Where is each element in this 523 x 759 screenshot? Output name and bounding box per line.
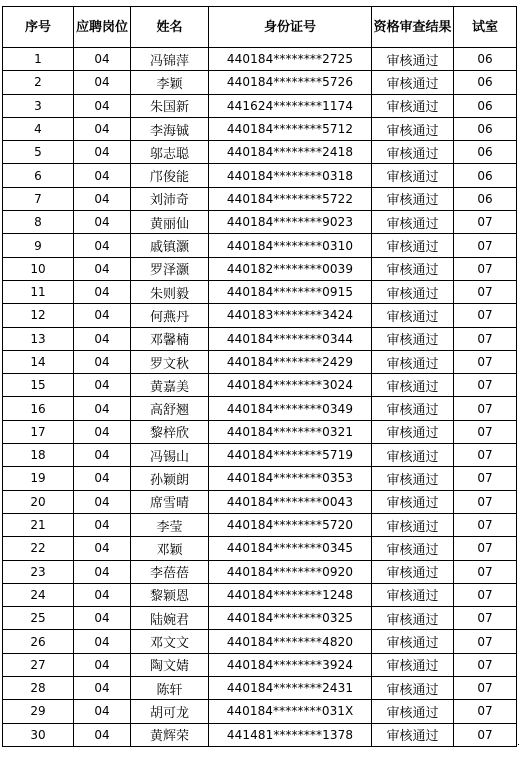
cell-name: 孙颖朗 [131, 467, 209, 490]
cell-id: 440184********0349 [209, 397, 372, 420]
cell-room: 07 [454, 677, 517, 700]
header-result: 资格审查结果 [372, 7, 454, 48]
cell-seq: 2 [3, 71, 74, 94]
cell-id: 440184********5712 [209, 117, 372, 140]
cell-name: 朱国新 [131, 94, 209, 117]
cell-room: 06 [454, 187, 517, 210]
cell-id: 440184********5720 [209, 513, 372, 536]
cell-id: 440184********0318 [209, 164, 372, 187]
cell-seq: 11 [3, 280, 74, 303]
cell-id: 440184********2429 [209, 350, 372, 373]
cell-result: 审核通过 [372, 560, 454, 583]
cell-id: 440184********031X [209, 700, 372, 723]
cell-result: 审核通过 [372, 513, 454, 536]
cell-result: 审核通过 [372, 117, 454, 140]
cell-result: 审核通过 [372, 211, 454, 234]
cell-name: 李海铖 [131, 117, 209, 140]
cell-name: 黄丽仙 [131, 211, 209, 234]
table-row [3, 304, 517, 327]
cell-id: 440184********0344 [209, 327, 372, 350]
table-row [3, 141, 517, 164]
cell-id: 440184********0915 [209, 280, 372, 303]
cell-room: 07 [454, 420, 517, 443]
qualification-review-table [2, 6, 517, 747]
cell-seq: 24 [3, 583, 74, 606]
cell-name: 邝俊能 [131, 164, 209, 187]
cell-post: 04 [74, 677, 131, 700]
cell-post: 04 [74, 350, 131, 373]
cell-name: 李莹 [131, 513, 209, 536]
cell-id: 440184********0043 [209, 490, 372, 513]
cell-post: 04 [74, 397, 131, 420]
cell-id: 440184********2725 [209, 48, 372, 71]
cell-name: 冯锡山 [131, 444, 209, 467]
cell-seq: 13 [3, 327, 74, 350]
header-id: 身份证号 [209, 7, 372, 48]
cell-post: 04 [74, 187, 131, 210]
cell-seq: 19 [3, 467, 74, 490]
cell-seq: 3 [3, 94, 74, 117]
cell-result: 审核通过 [372, 630, 454, 653]
table-row [3, 677, 517, 700]
table-row [3, 583, 517, 606]
table-row [3, 164, 517, 187]
cell-seq: 26 [3, 630, 74, 653]
cell-post: 04 [74, 467, 131, 490]
cell-result: 审核通过 [372, 280, 454, 303]
cell-name: 黄嘉美 [131, 374, 209, 397]
cell-id: 440184********5719 [209, 444, 372, 467]
header-post: 应聘岗位 [74, 7, 131, 48]
cell-result: 审核通过 [372, 304, 454, 327]
table-body [3, 48, 517, 747]
cell-id: 440184********3924 [209, 653, 372, 676]
cell-seq: 14 [3, 350, 74, 373]
cell-post: 04 [74, 304, 131, 327]
cell-room: 07 [454, 723, 517, 746]
cell-seq: 27 [3, 653, 74, 676]
cell-id: 440184********3024 [209, 374, 372, 397]
table-row [3, 350, 517, 373]
cell-post: 04 [74, 723, 131, 746]
table-row [3, 467, 517, 490]
cell-seq: 1 [3, 48, 74, 71]
cell-result: 审核通过 [372, 257, 454, 280]
table-row [3, 607, 517, 630]
cell-room: 07 [454, 513, 517, 536]
table-row [3, 397, 517, 420]
cell-room: 07 [454, 280, 517, 303]
cell-post: 04 [74, 537, 131, 560]
cell-seq: 4 [3, 117, 74, 140]
cell-room: 07 [454, 397, 517, 420]
cell-room: 07 [454, 327, 517, 350]
header-seq: 序号 [3, 7, 74, 48]
table-row [3, 257, 517, 280]
cell-room: 06 [454, 71, 517, 94]
table-row [3, 280, 517, 303]
cell-seq: 30 [3, 723, 74, 746]
cell-room: 07 [454, 444, 517, 467]
table-row [3, 560, 517, 583]
cell-room: 07 [454, 304, 517, 327]
cell-seq: 12 [3, 304, 74, 327]
cell-name: 陶文婧 [131, 653, 209, 676]
cell-post: 04 [74, 327, 131, 350]
cell-post: 04 [74, 560, 131, 583]
cell-post: 04 [74, 420, 131, 443]
cell-result: 审核通过 [372, 537, 454, 560]
cell-result: 审核通过 [372, 94, 454, 117]
cell-seq: 18 [3, 444, 74, 467]
cell-post: 04 [74, 280, 131, 303]
cell-id: 440184********0310 [209, 234, 372, 257]
cell-room: 06 [454, 117, 517, 140]
cell-result: 审核通过 [372, 350, 454, 373]
table-row [3, 327, 517, 350]
cell-room: 07 [454, 211, 517, 234]
cell-post: 04 [74, 444, 131, 467]
cell-id: 440184********4820 [209, 630, 372, 653]
table-row [3, 187, 517, 210]
cell-post: 04 [74, 94, 131, 117]
cell-seq: 7 [3, 187, 74, 210]
cell-name: 席雪晴 [131, 490, 209, 513]
cell-result: 审核通过 [372, 327, 454, 350]
cell-result: 审核通过 [372, 723, 454, 746]
cell-room: 07 [454, 560, 517, 583]
header-room: 试室 [454, 7, 517, 48]
cell-room: 06 [454, 141, 517, 164]
cell-post: 04 [74, 234, 131, 257]
table-row [3, 94, 517, 117]
cell-name: 戚镇灏 [131, 234, 209, 257]
cell-id: 440184********0353 [209, 467, 372, 490]
cell-result: 审核通过 [372, 677, 454, 700]
cell-name: 冯锦萍 [131, 48, 209, 71]
cell-result: 审核通过 [372, 164, 454, 187]
cell-room: 06 [454, 164, 517, 187]
cell-room: 06 [454, 94, 517, 117]
table-row [3, 630, 517, 653]
cell-room: 07 [454, 583, 517, 606]
cell-id: 441481********1378 [209, 723, 372, 746]
cell-id: 440184********5722 [209, 187, 372, 210]
cell-name: 朱则毅 [131, 280, 209, 303]
cell-name: 邓颖 [131, 537, 209, 560]
cell-name: 李蓓蓓 [131, 560, 209, 583]
cell-id: 440184********0920 [209, 560, 372, 583]
cell-name: 黎梓欣 [131, 420, 209, 443]
cell-room: 07 [454, 630, 517, 653]
cell-room: 07 [454, 467, 517, 490]
cell-name: 何燕丹 [131, 304, 209, 327]
cell-result: 审核通过 [372, 374, 454, 397]
cell-name: 邓文文 [131, 630, 209, 653]
cell-result: 审核通过 [372, 234, 454, 257]
table-row [3, 420, 517, 443]
cell-seq: 28 [3, 677, 74, 700]
cell-seq: 25 [3, 607, 74, 630]
cell-room: 07 [454, 257, 517, 280]
cell-room: 07 [454, 234, 517, 257]
cell-name: 陈轩 [131, 677, 209, 700]
table-header [3, 7, 517, 48]
cell-seq: 23 [3, 560, 74, 583]
cell-name: 罗文秋 [131, 350, 209, 373]
cell-result: 审核通过 [372, 490, 454, 513]
cell-id: 440184********5726 [209, 71, 372, 94]
table-row [3, 117, 517, 140]
cell-post: 04 [74, 257, 131, 280]
cell-result: 审核通过 [372, 700, 454, 723]
cell-name: 邬志聪 [131, 141, 209, 164]
table-row [3, 653, 517, 676]
cell-id: 441624********1174 [209, 94, 372, 117]
cell-name: 黄辉荣 [131, 723, 209, 746]
table-row [3, 374, 517, 397]
cell-room: 07 [454, 537, 517, 560]
cell-post: 04 [74, 48, 131, 71]
cell-result: 审核通过 [372, 653, 454, 676]
cell-name: 高舒翘 [131, 397, 209, 420]
cell-seq: 17 [3, 420, 74, 443]
cell-post: 04 [74, 630, 131, 653]
cell-result: 审核通过 [372, 444, 454, 467]
cell-room: 07 [454, 350, 517, 373]
cell-post: 04 [74, 117, 131, 140]
cell-room: 07 [454, 653, 517, 676]
cell-post: 04 [74, 374, 131, 397]
cell-name: 刘沛奇 [131, 187, 209, 210]
cell-id: 440184********2418 [209, 141, 372, 164]
cell-name: 李颖 [131, 71, 209, 94]
cell-id: 440184********9023 [209, 211, 372, 234]
cell-result: 审核通过 [372, 397, 454, 420]
cell-post: 04 [74, 700, 131, 723]
cell-post: 04 [74, 211, 131, 234]
cell-id: 440183********3424 [209, 304, 372, 327]
table-row [3, 444, 517, 467]
table-row [3, 211, 517, 234]
table-row [3, 490, 517, 513]
cell-seq: 6 [3, 164, 74, 187]
table-row [3, 700, 517, 723]
cell-seq: 15 [3, 374, 74, 397]
cell-id: 440184********1248 [209, 583, 372, 606]
cell-name: 黎颖恩 [131, 583, 209, 606]
cell-post: 04 [74, 490, 131, 513]
header-row [3, 7, 517, 48]
cell-seq: 8 [3, 211, 74, 234]
table-row [3, 48, 517, 71]
stray-mark [518, 744, 519, 745]
cell-id: 440182********0039 [209, 257, 372, 280]
cell-seq: 10 [3, 257, 74, 280]
cell-seq: 16 [3, 397, 74, 420]
cell-seq: 20 [3, 490, 74, 513]
cell-name: 邓馨楠 [131, 327, 209, 350]
cell-room: 07 [454, 700, 517, 723]
cell-seq: 22 [3, 537, 74, 560]
cell-result: 审核通过 [372, 420, 454, 443]
cell-result: 审核通过 [372, 141, 454, 164]
cell-result: 审核通过 [372, 71, 454, 94]
cell-room: 07 [454, 490, 517, 513]
cell-id: 440184********0321 [209, 420, 372, 443]
cell-name: 罗泽灏 [131, 257, 209, 280]
cell-seq: 21 [3, 513, 74, 536]
cell-result: 审核通过 [372, 48, 454, 71]
cell-result: 审核通过 [372, 187, 454, 210]
cell-result: 审核通过 [372, 467, 454, 490]
cell-id: 440184********0345 [209, 537, 372, 560]
cell-post: 04 [74, 513, 131, 536]
cell-room: 06 [454, 48, 517, 71]
cell-room: 07 [454, 374, 517, 397]
table-row [3, 234, 517, 257]
cell-post: 04 [74, 583, 131, 606]
cell-name: 陆婉君 [131, 607, 209, 630]
cell-post: 04 [74, 653, 131, 676]
table-row [3, 723, 517, 746]
cell-post: 04 [74, 607, 131, 630]
cell-id: 440184********2431 [209, 677, 372, 700]
table-row [3, 513, 517, 536]
cell-seq: 29 [3, 700, 74, 723]
cell-post: 04 [74, 164, 131, 187]
cell-id: 440184********0325 [209, 607, 372, 630]
cell-seq: 5 [3, 141, 74, 164]
table-row [3, 537, 517, 560]
cell-result: 审核通过 [372, 583, 454, 606]
header-name: 姓名 [131, 7, 209, 48]
cell-post: 04 [74, 141, 131, 164]
cell-result: 审核通过 [372, 607, 454, 630]
cell-room: 07 [454, 607, 517, 630]
cell-post: 04 [74, 71, 131, 94]
cell-seq: 9 [3, 234, 74, 257]
table-row [3, 71, 517, 94]
cell-name: 胡可龙 [131, 700, 209, 723]
